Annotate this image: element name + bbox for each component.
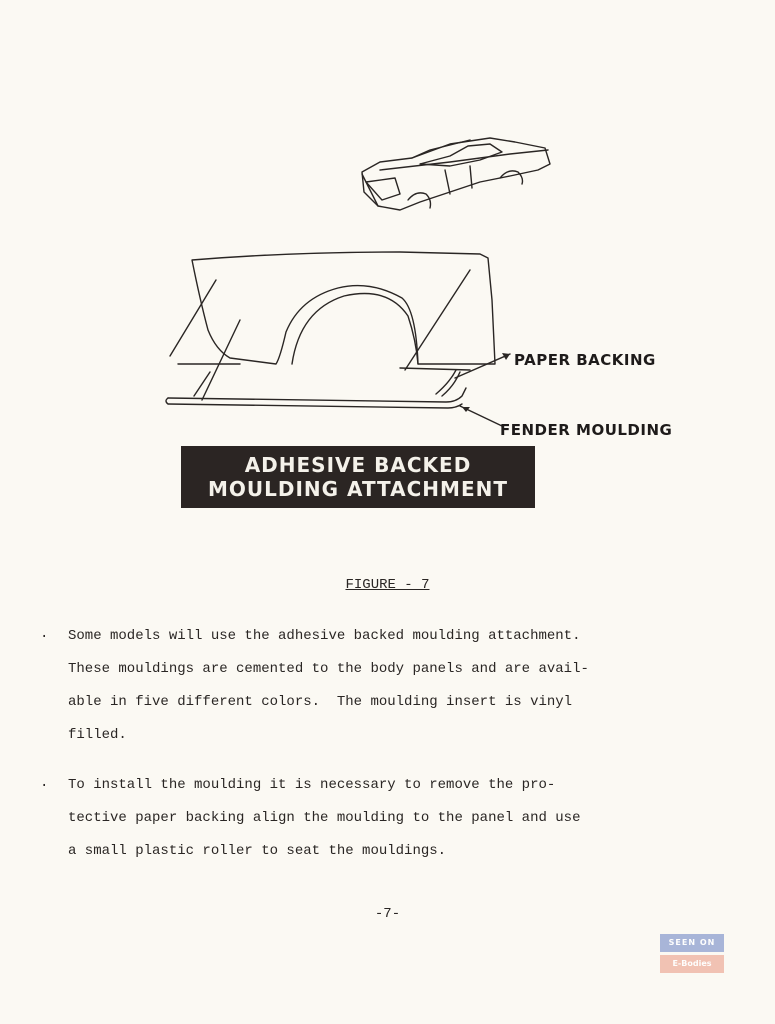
watermark-top: SEEN ON <box>660 934 724 952</box>
watermark-bottom: E-Bodies <box>660 955 724 973</box>
paragraph-line: These mouldings are cemented to the body panels and are avail- <box>68 661 589 677</box>
paragraph-line: able in five different colors. The moulding insert is vinyl <box>68 694 573 710</box>
paragraph-2 <box>68 769 708 868</box>
paragraph-line: tective paper backing align the moulding to the panel and use <box>68 810 581 826</box>
title-line-2: MOULDING ATTACHMENT <box>207 477 508 501</box>
paragraph-line: Some models will use the adhesive backed moulding attachment. <box>68 628 581 644</box>
figure-title-plate <box>181 446 535 508</box>
figure-caption-text: FIGURE - 7 <box>345 577 430 593</box>
fender-diagram <box>150 120 710 450</box>
title-line-1: ADHESIVE BACKED <box>244 453 472 477</box>
moulding-strip-icon <box>166 370 466 408</box>
fender-moulding-label: FENDER MOULDING <box>500 421 673 439</box>
watermark-logo <box>660 934 724 974</box>
fender-outline-icon <box>170 252 495 400</box>
paragraph-line: To install the moulding it is necessary to remove the pro- <box>68 777 556 793</box>
paper-backing-label: PAPER BACKING <box>514 351 656 369</box>
bullet-1: . <box>40 626 49 642</box>
paragraph-line: a small plastic roller to seat the mouldings. <box>68 843 447 859</box>
paragraph-line: filled. <box>68 727 127 743</box>
bullet-2: . <box>40 775 49 791</box>
page-number: -7- <box>374 906 401 922</box>
car-outline-icon <box>362 138 550 210</box>
paper-backing-leader <box>455 354 510 378</box>
paragraph-1 <box>68 620 708 752</box>
figure-caption <box>0 577 775 593</box>
moulding-illustration <box>150 120 710 450</box>
